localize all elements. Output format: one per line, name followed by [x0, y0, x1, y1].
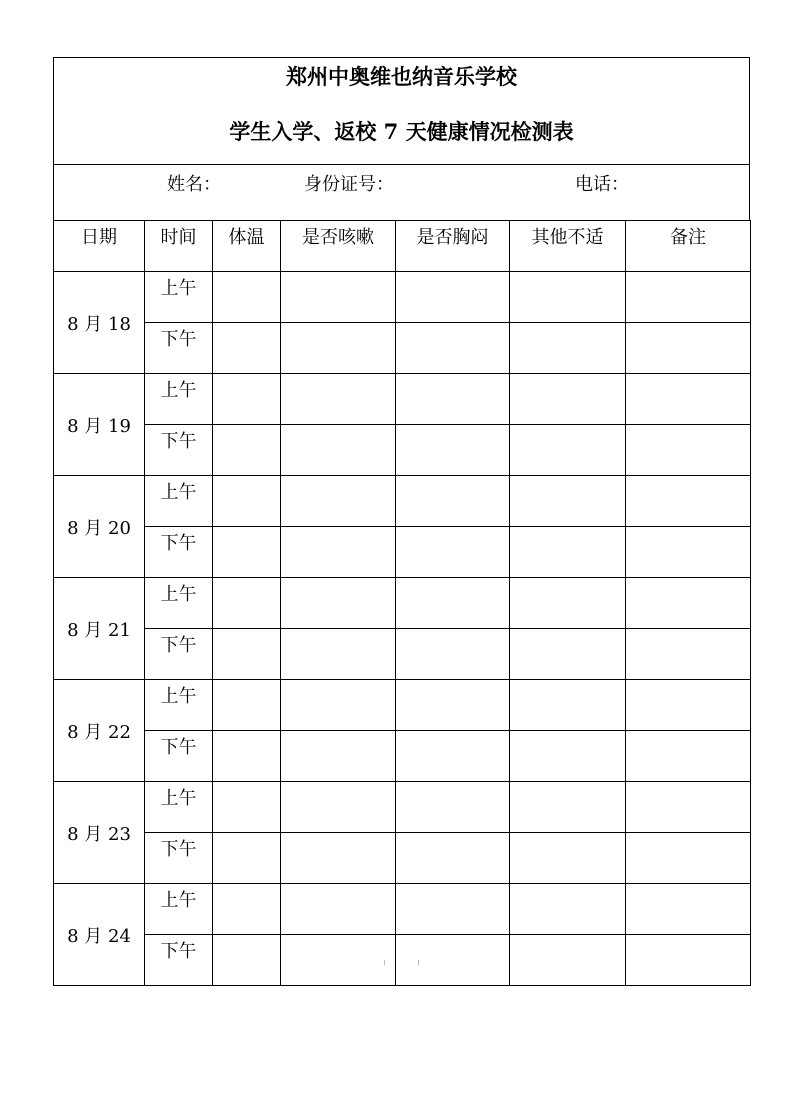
entry-cell	[281, 680, 396, 731]
period-cell: 下午	[145, 629, 213, 680]
column-header-time: 时间	[145, 221, 213, 272]
entry-cell	[396, 731, 510, 782]
entry-cell	[626, 476, 751, 527]
entry-cell	[626, 629, 751, 680]
entry-cell	[396, 782, 510, 833]
entry-cell	[213, 323, 281, 374]
entry-cell	[396, 323, 510, 374]
entry-cell	[396, 272, 510, 323]
entry-cell	[626, 833, 751, 884]
table-row	[54, 680, 751, 731]
entry-cell	[626, 680, 751, 731]
entry-cell	[281, 527, 396, 578]
entry-cell	[626, 935, 751, 986]
form-title: 学生入学、返校 7 天健康情况检测表	[229, 119, 574, 144]
page-mark	[384, 960, 385, 965]
entry-cell	[213, 884, 281, 935]
column-header-chest-tightness: 是否胸闷	[396, 221, 510, 272]
entry-cell	[510, 425, 626, 476]
period-cell: 上午	[145, 578, 213, 629]
period-cell: 下午	[145, 935, 213, 986]
entry-cell	[510, 833, 626, 884]
entry-cell	[281, 935, 396, 986]
entry-cell	[281, 731, 396, 782]
entry-cell	[626, 527, 751, 578]
date-cell: 8 月 20	[54, 476, 145, 578]
column-header-other-discomfort: 其他不适	[510, 221, 626, 272]
entry-cell	[396, 476, 510, 527]
table-header-row	[54, 221, 751, 272]
period-cell: 下午	[145, 731, 213, 782]
entry-cell	[396, 374, 510, 425]
date-cell: 8 月 21	[54, 578, 145, 680]
entry-cell	[626, 884, 751, 935]
entry-cell	[213, 680, 281, 731]
entry-cell	[510, 782, 626, 833]
date-cell: 8 月 22	[54, 680, 145, 782]
date-cell: 8 月 24	[54, 884, 145, 986]
table-row	[54, 425, 751, 476]
table-row	[54, 935, 751, 986]
entry-cell	[396, 578, 510, 629]
entry-cell	[281, 374, 396, 425]
entry-cell	[510, 731, 626, 782]
period-cell: 上午	[145, 272, 213, 323]
name-label: 姓名：	[167, 174, 221, 195]
table-row	[54, 323, 751, 374]
entry-cell	[396, 935, 510, 986]
entry-cell	[626, 323, 751, 374]
entry-cell	[281, 884, 396, 935]
period-cell: 下午	[145, 527, 213, 578]
entry-cell	[281, 272, 396, 323]
entry-cell	[213, 578, 281, 629]
column-header-remarks: 备注	[626, 221, 751, 272]
table-row	[54, 374, 751, 425]
entry-cell	[213, 374, 281, 425]
period-cell: 上午	[145, 782, 213, 833]
entry-cell	[396, 425, 510, 476]
entry-cell	[510, 884, 626, 935]
entry-cell	[510, 374, 626, 425]
entry-cell	[510, 527, 626, 578]
table-row	[54, 578, 751, 629]
entry-cell	[396, 680, 510, 731]
entry-cell	[396, 629, 510, 680]
entry-cell	[281, 782, 396, 833]
form-header	[53, 57, 750, 165]
entry-cell	[626, 578, 751, 629]
entry-cell	[281, 629, 396, 680]
date-cell: 8 月 18	[54, 272, 145, 374]
student-info-row	[53, 165, 750, 220]
column-header-temperature: 体温	[213, 221, 281, 272]
table-row	[54, 731, 751, 782]
period-cell: 下午	[145, 425, 213, 476]
entry-cell	[213, 272, 281, 323]
entry-cell	[213, 629, 281, 680]
table-row	[54, 629, 751, 680]
entry-cell	[396, 884, 510, 935]
id-label: 身份证号：	[304, 174, 394, 195]
column-header-cough: 是否咳嗽	[281, 221, 396, 272]
entry-cell	[626, 425, 751, 476]
entry-cell	[213, 731, 281, 782]
period-cell: 下午	[145, 833, 213, 884]
phone-label: 电话：	[575, 174, 629, 195]
entry-cell	[510, 935, 626, 986]
entry-cell	[626, 374, 751, 425]
table-row	[54, 884, 751, 935]
entry-cell	[626, 272, 751, 323]
health-form	[53, 57, 750, 986]
health-table	[53, 220, 751, 986]
entry-cell	[281, 476, 396, 527]
entry-cell	[213, 527, 281, 578]
table-row	[54, 476, 751, 527]
school-name: 郑州中奥维也纳音乐学校	[286, 64, 517, 89]
period-cell: 上午	[145, 476, 213, 527]
entry-cell	[213, 782, 281, 833]
entry-cell	[510, 578, 626, 629]
entry-cell	[281, 425, 396, 476]
period-cell: 上午	[145, 680, 213, 731]
table-row	[54, 833, 751, 884]
entry-cell	[510, 629, 626, 680]
table-row	[54, 782, 751, 833]
table-row	[54, 527, 751, 578]
entry-cell	[626, 782, 751, 833]
entry-cell	[213, 833, 281, 884]
period-cell: 下午	[145, 323, 213, 374]
entry-cell	[510, 272, 626, 323]
period-cell: 上午	[145, 374, 213, 425]
page-mark	[418, 960, 419, 965]
period-cell: 上午	[145, 884, 213, 935]
entry-cell	[626, 731, 751, 782]
entry-cell	[281, 323, 396, 374]
date-cell: 8 月 23	[54, 782, 145, 884]
entry-cell	[510, 476, 626, 527]
entry-cell	[396, 527, 510, 578]
entry-cell	[510, 680, 626, 731]
entry-cell	[396, 833, 510, 884]
entry-cell	[213, 935, 281, 986]
entry-cell	[281, 578, 396, 629]
table-row	[54, 272, 751, 323]
column-header-date: 日期	[54, 221, 145, 272]
date-cell: 8 月 19	[54, 374, 145, 476]
entry-cell	[510, 323, 626, 374]
entry-cell	[213, 425, 281, 476]
entry-cell	[213, 476, 281, 527]
entry-cell	[281, 833, 396, 884]
